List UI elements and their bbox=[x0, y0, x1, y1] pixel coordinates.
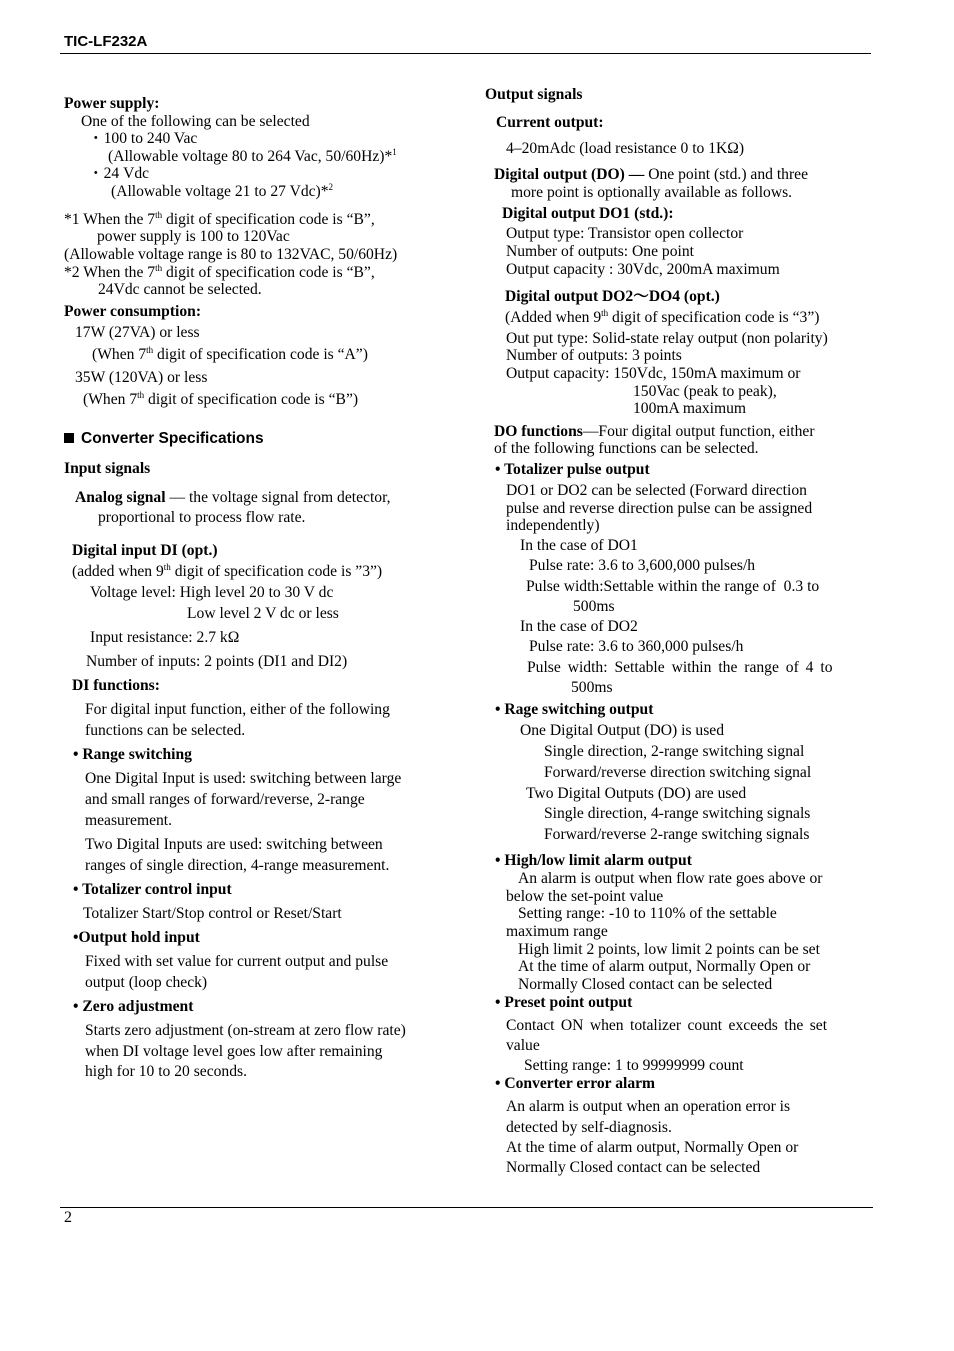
pc-1: 17W (27VA) or less bbox=[75, 324, 200, 341]
pulse-10: Pulse width: Settable within the range of 4 to bbox=[527, 659, 833, 676]
ps-option-2-note: (Allowable voltage 21 to 27 Vdc)*$^2$ bbox=[111, 182, 334, 200]
do24-2: Number of outputs: 3 points bbox=[506, 347, 682, 364]
ps-option-2: ・24 Vdc bbox=[88, 165, 150, 182]
preset-3: Setting range: 1 to 99999999 count bbox=[524, 1057, 744, 1074]
err-2: detected by self-diagnosis. bbox=[506, 1119, 672, 1136]
pulse-output-title: • Totalizer pulse output bbox=[495, 461, 650, 478]
rage-6: Forward/reverse 2-range switching signals bbox=[544, 826, 810, 843]
di-func-2: functions can be selected. bbox=[85, 722, 246, 739]
section-title: Converter Specifications bbox=[64, 430, 264, 448]
di-title: Digital input DI (opt.) bbox=[72, 542, 218, 559]
preset-output-title: • Preset point output bbox=[495, 994, 633, 1011]
current-output-1: 4–20mAdc (load resistance 0 to 1KΩ) bbox=[506, 140, 745, 157]
footnote-1-line3: (Allowable voltage range is 80 to 132VAC, 50/60Hz) bbox=[64, 246, 398, 263]
input-signals-title: Input signals bbox=[64, 460, 151, 477]
ps-intro: One of the following can be selected bbox=[81, 113, 310, 130]
range-1: One Digital Input is used: switching between large bbox=[85, 770, 402, 787]
pc-1-note: (When 7th digit of specification code is “A”) bbox=[92, 345, 368, 363]
output-hold-2: output (loop check) bbox=[85, 974, 208, 991]
ps-option-1: ・100 to 240 Vac bbox=[88, 130, 198, 147]
zero-adjustment-title: • Zero adjustment bbox=[73, 998, 194, 1015]
pc-2-note: (When 7th digit of specification code is “B”) bbox=[83, 390, 359, 408]
do24-added: (Added when 9th digit of specification code is “3”) bbox=[505, 308, 820, 326]
rage-4: Two Digital Outputs (DO) are used bbox=[526, 785, 747, 802]
alarm-output-title: • High/low limit alarm output bbox=[495, 852, 692, 869]
zero-3: high for 10 to 20 seconds. bbox=[85, 1063, 247, 1080]
range-2: and small ranges of forward/reverse, 2-range bbox=[85, 791, 365, 808]
pulse-11: 500ms bbox=[571, 679, 613, 696]
footnote-1-line2: power supply is 100 to 120Vac bbox=[97, 228, 290, 245]
do1-2: Number of outputs: One point bbox=[506, 243, 694, 260]
do-functions-line2: of the following functions can be selected. bbox=[494, 440, 759, 457]
di-inputs: Number of inputs: 2 points (DI1 and DI2) bbox=[86, 653, 348, 670]
footnote-1: *1 When the 7th digit of specification code is “B”, bbox=[64, 210, 375, 228]
digital-output-line2: more point is optionally available as follows. bbox=[511, 184, 793, 201]
alarm-2: below the set-point value bbox=[506, 888, 664, 905]
alarm-1: An alarm is output when flow rate goes above or bbox=[518, 870, 823, 887]
zero-2: when DI voltage level goes low after remaining bbox=[85, 1043, 383, 1060]
preset-2: value bbox=[506, 1037, 540, 1054]
err-4: Normally Closed contact can be selected bbox=[506, 1159, 761, 1176]
do1-3: Output capacity : 30Vdc, 200mA maximum bbox=[506, 261, 780, 278]
pulse-3: independently) bbox=[506, 517, 600, 534]
totalizer-control-title: • Totalizer control input bbox=[73, 881, 232, 898]
pulse-2: pulse and reverse direction pulse can be assigned bbox=[506, 500, 813, 517]
di-functions-title: DI functions: bbox=[72, 677, 160, 694]
rage-3: Forward/reverse direction switching signal bbox=[544, 764, 812, 781]
rage-switching-title: • Rage switching output bbox=[495, 701, 654, 718]
analog-signal: Analog signal — the voltage signal from detector, bbox=[75, 489, 391, 506]
do24-title: Digital output DO2～DO4 (opt.) bbox=[505, 288, 720, 305]
alarm-7: Normally Closed contact can be selected bbox=[518, 976, 773, 993]
output-hold-1: Fixed with set value for current output and pulse bbox=[85, 953, 389, 970]
alarm-5: High limit 2 points, low limit 2 points can be set bbox=[518, 941, 820, 958]
power-consumption-title: Power consumption: bbox=[64, 303, 202, 320]
alarm-3: Setting range: -10 to 110% of the settable bbox=[518, 905, 777, 922]
current-output-title: Current output: bbox=[496, 114, 604, 131]
zero-1: Starts zero adjustment (on-stream at zero flow rate) bbox=[85, 1022, 406, 1039]
page-number: 2 bbox=[64, 1209, 72, 1226]
square-bullet-icon bbox=[64, 433, 74, 443]
di-func-1: For digital input function, either of the following bbox=[85, 701, 390, 718]
output-signals-title: Output signals bbox=[485, 86, 583, 103]
do24-4: 150Vac (peak to peak), bbox=[633, 383, 777, 400]
alarm-4: maximum range bbox=[506, 923, 608, 940]
power-supply-title: Power supply: bbox=[64, 95, 160, 112]
analog-signal-line2: proportional to process flow rate. bbox=[98, 509, 306, 526]
di-resistance: Input resistance: 2.7 kΩ bbox=[90, 629, 240, 646]
converter-error-title: • Converter error alarm bbox=[495, 1075, 656, 1092]
pulse-9: Pulse rate: 3.6 to 360,000 pulses/h bbox=[529, 638, 744, 655]
pc-2: 35W (120VA) or less bbox=[75, 369, 208, 386]
header-rule bbox=[60, 53, 871, 54]
di-voltage-high: Voltage level: High level 20 to 30 V dc bbox=[90, 584, 334, 601]
footer-rule bbox=[60, 1207, 873, 1208]
do24-3: Output capacity: 150Vdc, 150mA maximum or bbox=[506, 365, 801, 382]
range-4: Two Digital Inputs are used: switching between bbox=[85, 836, 383, 853]
do1-title: Digital output DO1 (std.): bbox=[502, 205, 674, 222]
digital-output: Digital output (DO) — One point (std.) and three bbox=[494, 166, 809, 183]
pulse-4: In the case of DO1 bbox=[520, 537, 638, 554]
preset-1: Contact ON when totalizer count exceeds the set bbox=[506, 1017, 828, 1034]
pulse-7: 500ms bbox=[573, 598, 615, 615]
totalizer-control-1: Totalizer Start/Stop control or Reset/Start bbox=[83, 905, 342, 922]
do24-1: Out put type: Solid-state relay output (non polarity) bbox=[506, 330, 828, 347]
err-3: At the time of alarm output, Normally Open or bbox=[506, 1139, 799, 1156]
output-hold-title: •Output hold input bbox=[73, 929, 200, 946]
ps-option-1-note: (Allowable voltage 80 to 264 Vac, 50/60Hz)*$^1$ bbox=[108, 147, 397, 165]
pulse-5: Pulse rate: 3.6 to 3,600,000 pulses/h bbox=[529, 557, 756, 574]
pulse-1: DO1 or DO2 can be selected (Forward direction bbox=[506, 482, 807, 499]
pulse-6: Pulse width:Settable within the range of 0.3 to bbox=[526, 578, 820, 595]
do-functions: DO functions—Four digital output function, either bbox=[494, 423, 815, 440]
do1-1: Output type: Transistor open collector bbox=[506, 225, 744, 242]
range-3: measurement. bbox=[85, 812, 173, 829]
range-5: ranges of single direction, 4-range measurement. bbox=[85, 857, 390, 874]
do24-5: 100mA maximum bbox=[633, 400, 747, 417]
alarm-6: At the time of alarm output, Normally Open or bbox=[518, 958, 811, 975]
range-switching-title: • Range switching bbox=[73, 746, 192, 763]
footnote-2-line2: 24Vdc cannot be selected. bbox=[98, 281, 262, 298]
di-added: (added when 9th digit of specification code is ”3”) bbox=[72, 562, 383, 580]
rage-2: Single direction, 2-range switching signal bbox=[544, 743, 805, 760]
rage-5: Single direction, 4-range switching signals bbox=[544, 805, 811, 822]
pulse-8: In the case of DO2 bbox=[520, 618, 638, 635]
di-voltage-low: Low level 2 V dc or less bbox=[187, 605, 339, 622]
rage-1: One Digital Output (DO) is used bbox=[520, 722, 724, 739]
document-id: TIC-LF232A bbox=[64, 33, 148, 50]
footnote-2: *2 When the 7th digit of specification code is “B”, bbox=[64, 263, 375, 281]
err-1: An alarm is output when an operation error is bbox=[506, 1098, 791, 1115]
